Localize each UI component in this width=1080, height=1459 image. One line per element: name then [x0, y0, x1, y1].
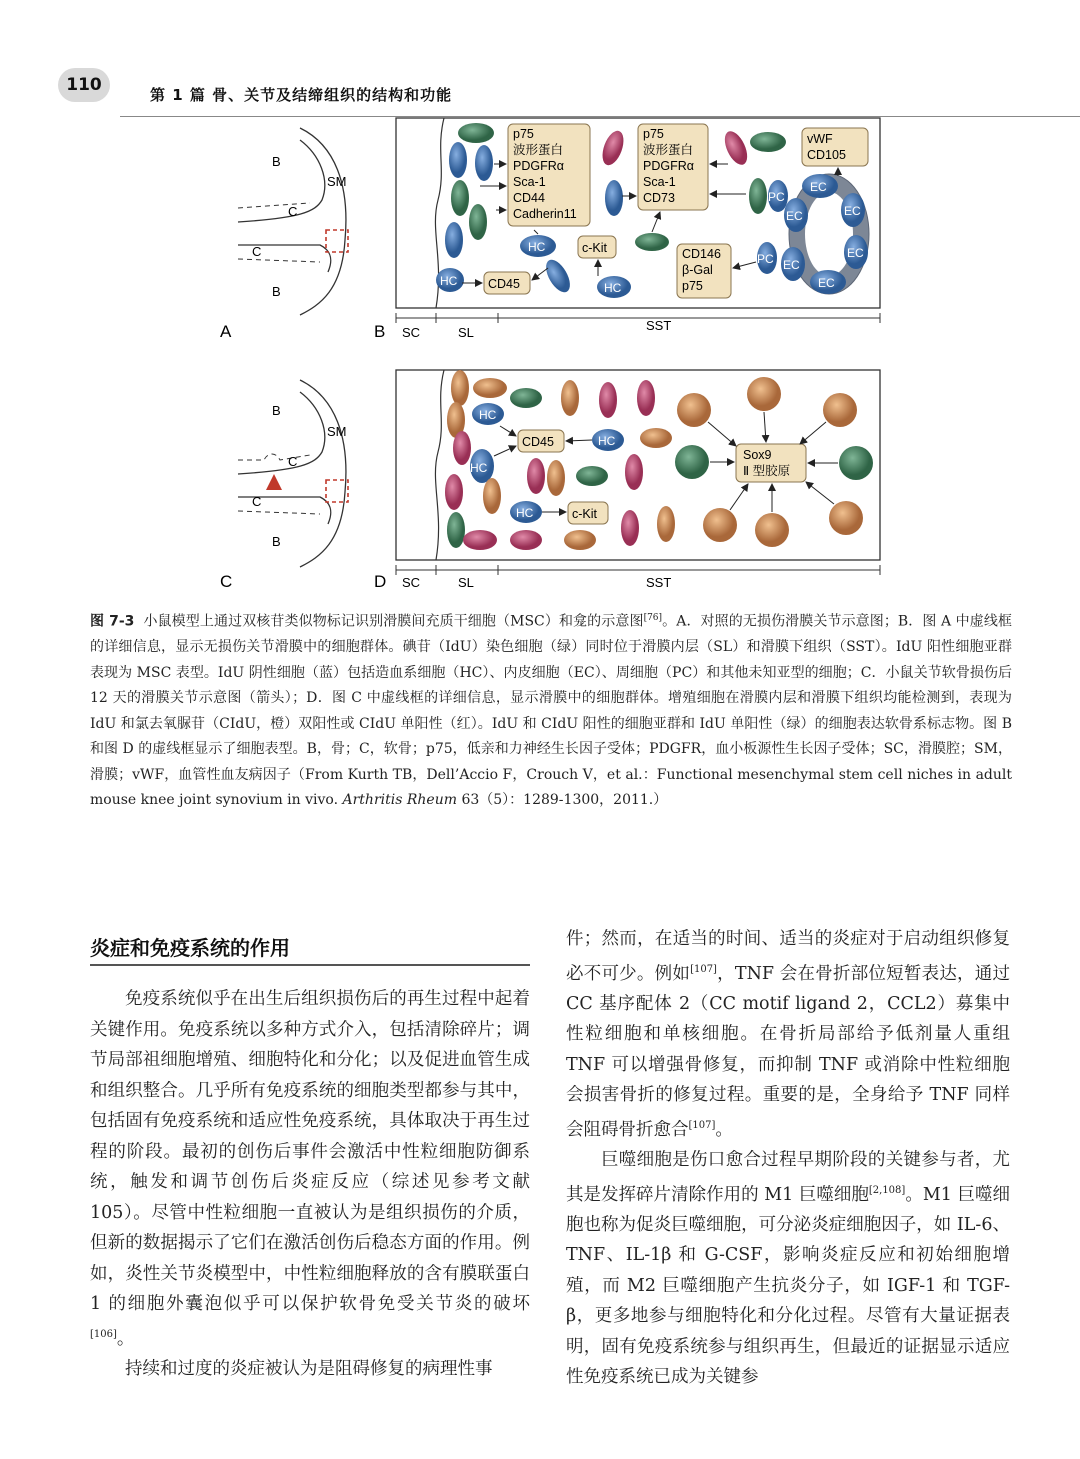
panel-label-a: A — [220, 322, 232, 341]
label-synovium: SM — [327, 174, 347, 189]
svg-text:EC: EC — [818, 276, 835, 290]
marker-box-endothelial — [802, 128, 868, 166]
caption-text: 小鼠模型上通过双核苷类似物标记识别滑膜间充质干细胞（MSC）和龛的示意图 — [143, 613, 644, 630]
paragraph: 巨噬细胞是伤口愈合过程早期阶段的关键参与者，尤其是发挥碎片清除作用的 M1 巨噬细胞[2,108]。M1 巨噬细胞也称为促炎巨噬细胞，可分泌炎症细胞因子，如 IL-6、TNF、IL-1β 和 G-CSF，影响炎症反应和初始细胞增殖，而 M2 巨噬细胞产生抗炎分子，如 IGF-1 和 TGF-β，更多地参与细胞特化和分化过程。尽管有大量证据表明，固有免疫系统参与组织再生，但最近的证据显示适应性免疫系统已成为关键参 — [566, 1150, 1010, 1388]
left-column — [90, 984, 530, 1384]
citation: [107] — [688, 1119, 716, 1131]
svg-text:SST: SST — [646, 575, 672, 590]
citation: [106] — [90, 1328, 117, 1340]
marker-box-msc-sst — [638, 124, 708, 210]
svg-text:p75: p75 — [682, 279, 703, 293]
citation: [2,108] — [868, 1184, 906, 1196]
marker-box-msc-sl — [508, 124, 590, 226]
svg-text:HC: HC — [528, 240, 546, 254]
svg-text:Cadherin11: Cadherin11 — [513, 207, 577, 221]
svg-text:HC: HC — [516, 506, 534, 520]
label-cartilage: C — [252, 244, 262, 259]
svg-text:SST: SST — [646, 318, 672, 333]
svg-text:PC: PC — [768, 190, 785, 204]
svg-text:B: B — [272, 534, 281, 549]
label-bone: B — [272, 154, 281, 169]
svg-text:β-Gal: β-Gal — [682, 263, 713, 277]
caption-label: 图 7-3 — [90, 613, 135, 630]
label-bone: B — [272, 284, 281, 299]
svg-text:PDGFRα: PDGFRα — [513, 159, 564, 173]
figure-7-3 — [0, 100, 1080, 600]
svg-text:p75: p75 — [643, 127, 664, 141]
svg-text:EC: EC — [844, 204, 861, 218]
svg-text:vWF: vWF — [807, 132, 833, 146]
svg-text:EC: EC — [786, 209, 803, 223]
caption-text: 63（5）：1289-1300，2011.） — [461, 792, 668, 809]
panel-a — [220, 128, 348, 341]
svg-text:p75: p75 — [513, 127, 534, 141]
svg-text:CD44: CD44 — [513, 191, 545, 205]
paragraph: 持续和过度的炎症被认为是阻碍修复的病理性事 — [125, 1358, 493, 1379]
svg-text:HC: HC — [440, 274, 458, 288]
figure-caption — [90, 606, 1012, 814]
svg-text:CD45: CD45 — [488, 277, 520, 291]
svg-text:c-Kit: c-Kit — [582, 241, 607, 255]
svg-text:Ⅱ 型胶原: Ⅱ 型胶原 — [743, 464, 791, 478]
svg-text:C: C — [252, 494, 262, 509]
right-column — [566, 924, 1010, 1393]
svg-text:CD146: CD146 — [682, 247, 721, 261]
caption-text: 。A．对照的无损伤滑膜关节示意图；B．图 A 中虚线框的详细信息，显示无损伤关节滑膜中的细胞群体。碘苷（IdU）染色细胞（绿）同时位于滑膜内层（SL）和滑膜下组织（SST）。IdU 阳性细胞亚群表现为 MSC 表型。IdU 阴性细胞（蓝）包括造血系细胞（HC）、内皮细胞（EC）、周细胞（PC）和其他未知亚型的细胞；C．小鼠关节软骨损伤后 12 天的滑膜关节示意图（箭头）；D．图 C 中虚线框的详细信息，显示滑膜中的细胞群体。增殖细胞在滑膜内层和滑膜下组织均能检测到，表现为 IdU 和氯去氧脲苷（CIdU，橙）双阳性或 CIdU 单阳性（红）。IdU 和 CIdU 阳性的细胞亚群和 IdU 单阳性（绿）的细胞表达软骨系标志物。图 B 和图 D 的虚线框显示了细胞表型。B，骨；C，软骨；p75，低亲和力神经生长因子受体；PDGFR，血小板源性生长因子受体；SC，滑膜腔；SM，滑膜；vWF，血管性血友病因子（From Kurth TB，Dell’Accio F，Crouch V，et al.：Functional mesenchymal stem cell niches in adult mouse knee joint synovium in vivo. — [90, 613, 1012, 809]
svg-text:SC: SC — [402, 325, 421, 340]
svg-text:CD45: CD45 — [522, 435, 554, 449]
panel-label-d: D — [374, 572, 387, 591]
svg-text:c-Kit: c-Kit — [572, 507, 597, 521]
svg-text:EC: EC — [810, 180, 827, 194]
citation: [76] — [643, 613, 663, 623]
svg-text:SL: SL — [458, 325, 474, 340]
svg-text:CD105: CD105 — [807, 148, 846, 162]
journal-name: Arthritis Rheum — [342, 792, 457, 809]
paragraph: 件；然而，在适当的时间、适当的炎症对于启动组织修复必不可少。例如[107]，TNF 会在骨折部位短暂表达，通过 CC 基序配体 2（CC motif ligand 2，CCL2）募集中性粒细胞和单核细胞。在骨折局部给予低剂量人重组 TNF 可以增强骨修复，而抑制 TNF 或消除中性粒细胞会损害骨折的修复过程。重要的是，全身给予 TNF 同样会阻碍骨折愈合[107]。 — [566, 929, 1010, 1140]
svg-text:SC: SC — [402, 575, 421, 590]
svg-text:HC: HC — [598, 434, 616, 448]
svg-text:SL: SL — [458, 575, 474, 590]
svg-text:EC: EC — [783, 258, 800, 272]
svg-text:CD73: CD73 — [643, 191, 675, 205]
svg-text:Sca-1: Sca-1 — [513, 175, 546, 189]
svg-text:HC: HC — [604, 281, 622, 295]
svg-text:波形蛋白: 波形蛋白 — [643, 143, 694, 157]
panel-label-b: B — [374, 322, 386, 341]
label-cartilage: C — [288, 204, 298, 219]
panel-d — [374, 370, 880, 591]
panel-c — [220, 380, 348, 591]
citation: [107] — [690, 963, 717, 975]
panel-b — [374, 118, 880, 341]
svg-text:SM: SM — [327, 424, 347, 439]
svg-text:HC: HC — [470, 461, 488, 475]
page-header — [0, 28, 1080, 104]
svg-text:EC: EC — [847, 246, 864, 260]
svg-text:波形蛋白: 波形蛋白 — [513, 143, 564, 157]
marker-box-pericyte — [677, 244, 731, 298]
svg-text:Sca-1: Sca-1 — [643, 175, 676, 189]
svg-text:PDGFRα: PDGFRα — [643, 159, 694, 173]
svg-text:PC: PC — [757, 252, 774, 266]
section-title: 炎症和免疫系统的作用 — [90, 936, 290, 960]
svg-text:Sox9: Sox9 — [743, 448, 772, 462]
chapter-title: 第 1 篇 骨、关节及结缔组织的结构和功能 — [150, 86, 453, 104]
section-divider — [90, 964, 530, 966]
svg-text:C: C — [288, 454, 298, 469]
svg-text:HC: HC — [479, 408, 497, 422]
svg-text:B: B — [272, 403, 281, 418]
panel-label-c: C — [220, 572, 233, 591]
paragraph: 免疫系统似乎在出生后组织损伤后的再生过程中起着关键作用。免疫系统以多种方式介入，包括清除碎片；调节局部祖细胞增殖、细胞特化和分化；以及促进血管生成和组织整合。几乎所有免疫系统的细胞类型都参与其中，包括固有免疫系统和适应性免疫系统，具体取决于再生过程的阶段。最初的创伤后事件会激活中性粒细胞防御系统，触发和调节创伤后炎症反应（综述见参考文献 105）。尽管中性粒细胞一直被认为是组织损伤的介质，但新的数据揭示了它们在激活创伤后稳态方面的作用。例如，炎性关节炎模型中，中性粒细胞释放的含有膜联蛋白 1 的细胞外囊泡似乎可以保护软骨免受关节炎的破坏[106]。 — [90, 989, 530, 1349]
page-number: 110 — [58, 68, 110, 102]
